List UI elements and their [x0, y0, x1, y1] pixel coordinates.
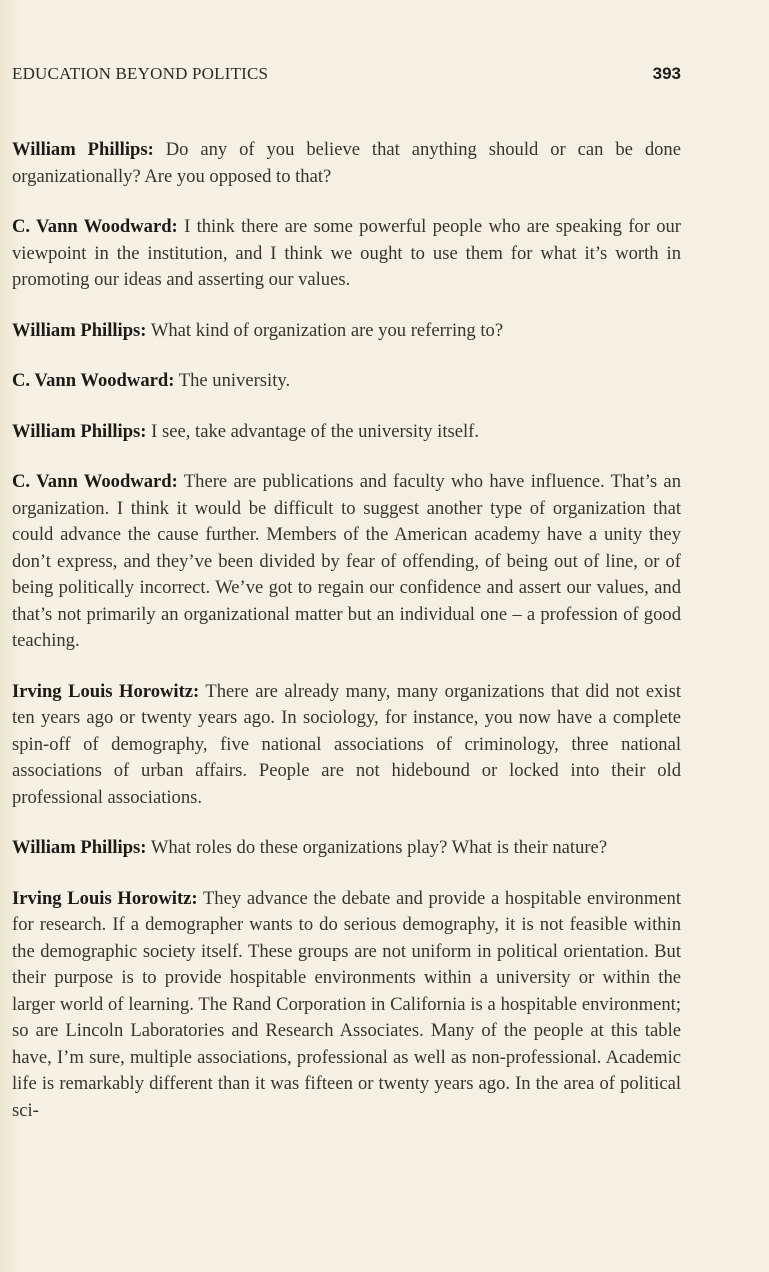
running-title: EDUCATION BEYOND POLITICS: [12, 64, 269, 83]
speaker-name: Irving Louis Horowitz:: [12, 887, 198, 909]
speech-paragraph: [12, 137, 681, 190]
running-header: [12, 64, 681, 88]
speech-paragraph: [12, 214, 681, 294]
speaker-name: C. Vann Woodward:: [12, 370, 175, 391]
speech-text: There are already many, many organizations that did not exist ten years ago or twenty years ago. In sociology, for instance, you now have a complete spin-off of demography, five national associations of criminology, three national associations of urban affairs. People are not hidebound or locked into their old professional associations.: [12, 680, 681, 808]
speaker-name: William Phillips:: [12, 139, 154, 160]
speech-text: I think there are some powerful people who are speaking for our viewpoint in the institution, and I think we ought to use them for what it’s worth in promoting our ideas and asserting our values.: [12, 216, 681, 290]
speech-text: What roles do these organizations play? What is their nature?: [150, 837, 608, 858]
speech-text: I see, take advantage of the university itself.: [151, 420, 480, 442]
speaker-name: William Phillips:: [12, 837, 147, 858]
speaker-name: Irving Louis Horowitz:: [12, 680, 200, 702]
speech-text: There are publications and faculty who have influence. That’s an organization. I think it would be difficult to suggest another type of organization that could advance the cause further. Members of the American academy have a unity they don’t express, and they’ve been divided by fear of offending, of being out of line, or of being politically incorrect. We’ve got to regain our confidence and assert our values, and that’s not primarily an organizational matter but an individual one – a profession of good teaching.: [12, 471, 681, 651]
speech-paragraph: [12, 419, 681, 446]
speech-text: What kind of organization are you referring to?: [150, 319, 504, 341]
speech-text: Do any of you believe that anything should or can be done organizationally? Are you opposed to that?: [12, 139, 681, 187]
page-number: 393: [652, 64, 681, 83]
speech-paragraph: [12, 835, 681, 862]
speech-paragraph: [12, 368, 681, 395]
speech-text: The university.: [178, 370, 291, 391]
speaker-name: C. Vann Woodward:: [12, 471, 178, 492]
speaker-name: C. Vann Woodward:: [12, 216, 178, 237]
speaker-name: William Phillips:: [12, 420, 147, 442]
speech-paragraph: [12, 679, 681, 812]
transcript-body: [12, 137, 681, 1148]
speaker-name: William Phillips:: [12, 319, 147, 341]
speech-paragraph: [12, 886, 681, 1125]
speech-paragraph: [12, 469, 681, 655]
speech-paragraph: [12, 318, 681, 345]
speech-text: They advance the debate and provide a hospitable environment for research. If a demographer wants to do serious demography, it is not feasible within the demographic society itself. These groups are not uniform in political orientation. But their purpose is to provide hospitable environments within a university or within the larger world of learning. The Rand Corporation in California is a hospitable environment; so are Lincoln Laboratories and Research Associates. Many of the people at this table have, I’m sure, multiple associations, professional as well as non-professional. Academic life is remarkably different than it was fifteen or twenty years ago. In the area of political sci-: [12, 887, 681, 1121]
